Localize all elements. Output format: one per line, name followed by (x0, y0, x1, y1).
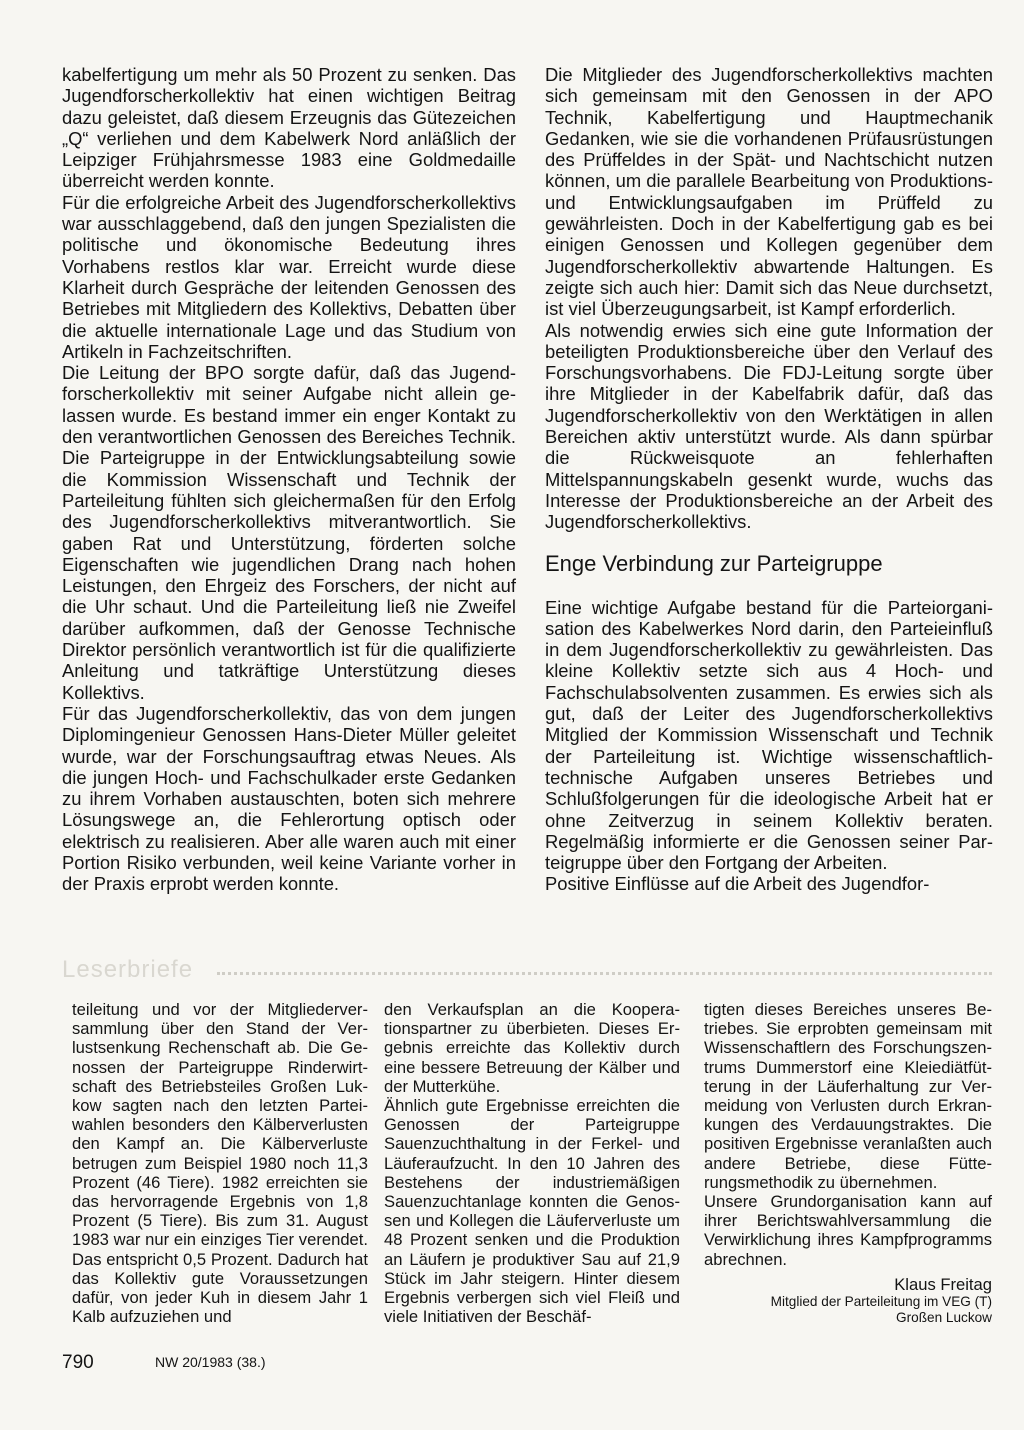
letter-column-3 (704, 1000, 992, 1326)
author-location: Großen Luckow (896, 1310, 992, 1326)
paragraph: Ähnlich gute Ergebnisse erreichten die Genossen der Parteigruppe Sauenzuchthaltung in der Ferkel- und Läuferaufzucht. In den 10 Jahren des Bestehens der industriemäßigen Sauenzuchtanlage konnten die Genossen und Kollegen die Läuferverluste um 48 Prozent senken und die Produktion an Läufern je produktiver Sau auf 21,9 Stück im Jahr steigern. Hinter diesem Ergebnis verbergen sich viel Fleiß und viele Initiativen der Beschäf- (384, 1096, 680, 1327)
page-number: 790 (62, 1352, 94, 1373)
article-column-right (545, 64, 993, 895)
paragraph: Für das Jugendforscherkollektiv, das von dem jungen Diplomingenieur Genossen Hans-Dieter Müller geleitet wurde, war der Forschungsauftrag etwas Neues. Als die jungen Hoch- und Fachschulkader erste Gedanken zu ihrem Vorhaben austauschten, boten sich mehrere Lösungswege an, die Fehlerortung optisch oder elektrisch zu realisieren. Aber alle waren auch mit einer Portion Risiko verbunden, weil keine Variante vorher in der Praxis erprobt werden konnte. (62, 702, 516, 895)
divider-line (217, 972, 992, 975)
paragraph: Die Mitglieder des Jugendforscherkollektivs machten sich gemeinsam mit den Genossen in der APO Technik, Kabelfertigung und Hauptmechanik Gedanken, wie sie die vorhandenen Prüfausrüstungen des Prüffeldes in der Spät- und Nachtschicht nutzen können, um die parallele Bearbeitung von Produktions- und Entwicklungsaufgaben im Prüffeld zu gewährleisten. Doch in der Kabelfertigung gab es bei einigen Genossen und Kollegen gegenüber dem Jugendforscherkollektiv abwartende Haltungen. Es zeigte sich auch hier: Damit sich das Neue durchsetzt, ist viel Überzeugungsarbeit, ist Kampf erforderlich. (545, 64, 993, 320)
paragraph: teileitung und vor der Mitgliederversammlung über den Stand der Verlustsenkung Rechenschaft ab. Die Genossen der Parteigruppe Rinderwirtschaft des Betriebsteiles Großen Lukkow sagten nach den letzten Parteiwahlen besonders den Kälberverlusten den Kampf an. Die Kälberverluste betrugen zum Beispiel 1980 noch 11,3 Prozent (46 Tiere). 1982 erreichten sie das hervorragende Ergebnis von 1,8 Prozent (5 Tiere). Bis zum 31. August 1983 war nur ein einziges Tier verendet. Das entspricht 0,5 Prozent. Dadurch hat das Kollektiv gute Voraussetzungen dafür, von jeder Kuh in diesem Jahr 1 Kalb aufzuziehen und (72, 1000, 368, 1327)
author-name: Klaus Freitag (894, 1274, 992, 1294)
section-label: Leserbriefe (62, 956, 194, 983)
letter-column-1 (72, 1000, 368, 1326)
issue-reference: NW 20/1983 (38.) (155, 1354, 266, 1370)
paragraph: tigten dieses Bereiches unseres Betriebes. Sie erprobten gemeinsam mit Wissenschaftlern des Forschungszentrums Dummerstorf eine Kleiediätfütterung in der Läuferhaltung zur Vermeidung von Verlusten durch Erkrankungen des Verdauungstraktes. Die positiven Ergebnisse veranlaßten auch andere Betriebe, diese Fütterungsmethodik zu übernehmen. (704, 1000, 992, 1192)
paragraph: Für die erfolgreiche Arbeit des Jugendforscherkollektivs war ausschlaggebend, daß den jungen Spezialisten die politische und ökonomische Bedeutung ihres Vorhabens restlos klar war. Erreicht wurde diese Klarheit durch Gespräche der leitenden Genossen des Betriebes mit Mitgliedern des Kollektivs, Debatten über die aktuelle internationale Lage und das Studium von Artikeln in Fachzeitschriften. (62, 191, 516, 362)
paragraph: Positive Einflüsse auf die Arbeit des Jugendfor- (545, 873, 930, 895)
page-footer (62, 1352, 266, 1374)
letter-column-2 (384, 1000, 680, 1326)
section-heading: Enge Verbindung zur Parteigruppe (545, 550, 883, 576)
section-divider (62, 958, 992, 982)
article-column-left (62, 64, 516, 895)
paragraph: Eine wichtige Aufgabe bestand für die Parteiorganisation des Kabelwerkes Nord darin, den Parteieinfluß in dem Jugendforscherkollektiv zu gewährleisten. Das kleine Kollektiv setzte sich aus 4 Hoch- und Fachschulabsolventen zusammen. Es erwies sich als gut, daß der Leiter des Jugendforscherkollektivs Mitglied der Kommission Wissenschaft und Technik der Parteileitung ist. Wichtige wissenschaftlich-technische Aufgaben unseres Betriebes und Schlußfolgerungen für die ideologische Arbeit hat er ohne Zeitverzug in seinem Kollektiv beraten. Regelmäßig informierte er die Genossen seiner Parteigruppe über den Fortgang der Arbeiten. (545, 596, 993, 874)
paragraph: den Verkaufsplan an die Kooperationspartner zu überbieten. Dieses Ergebnis erreichte das Kollektiv durch eine bessere Betreuung der Kälber und der Mutterkühe. (384, 1000, 680, 1096)
paragraph: Die Leitung der BPO sorgte dafür, daß das Jugendforscherkollektiv mit seiner Aufgabe nicht allein gelassen wurde. Es bestand immer ein enger Kontakt zu den verantwortlichen Genossen des Bereiches Technik. Die Parteigruppe in der Entwicklungsabteilung sowie die Kommission Wissenschaft und Technik der Parteileitung fühlten sich gleichermaßen für den Erfolg des Jugendforscherkollektivs mitverantwortlich. Sie gaben Rat und Unterstützung, förderten solche Eigenschaften wie jugendlichen Drang nach hohen Leistungen, den Ehrgeiz des Forschers, der nicht auf die Uhr schaut. Und die Parteileitung ließ nie Zweifel darüber aufkommen, daß der Genosse Technische Direktor persönlich verantwortlich ist für die qualifizierte Anleitung und tatkräftige Unterstützung dieses Kollektivs. (62, 362, 516, 703)
author-role: Mitglied der Parteileitung im VEG (T) (770, 1294, 992, 1310)
paragraph: Als notwendig erwies sich eine gute Information der beteiligten Produktionsbereiche über den Verlauf des Forschungsvorhabens. Die FDJ-Leitung sorgte über ihre Mitglieder in der Kabelfabrik dafür, daß das Jugendforscherkollektiv von den Werktätigen in allen Bereichen aktiv unterstützt wurde. Als dann spürbar die Rückweisquote an fehlerhaften Mittelspannungskabeln gesenkt wurde, wuchs das Interesse der Produktionsbereiche an der Arbeit des Jugendforscherkollektivs. (545, 319, 993, 533)
paragraph: Unsere Grundorganisation kann auf ihrer Berichtswahlversammlung die Verwirklichung ihres Kampfprogramms abrechnen. (704, 1192, 992, 1269)
paragraph: kabelfertigung um mehr als 50 Prozent zu senken. Das Jugendforscherkollektiv hat einen wichtigen Beitrag dazu geleistet, daß diesem Erzeugnis das Gütezeichen „Q“ verliehen und dem Kabelwerk Nord anläßlich der Leipziger Frühjahrsmesse 1983 eine Goldmedaille überreicht werden konnte. (62, 64, 516, 192)
